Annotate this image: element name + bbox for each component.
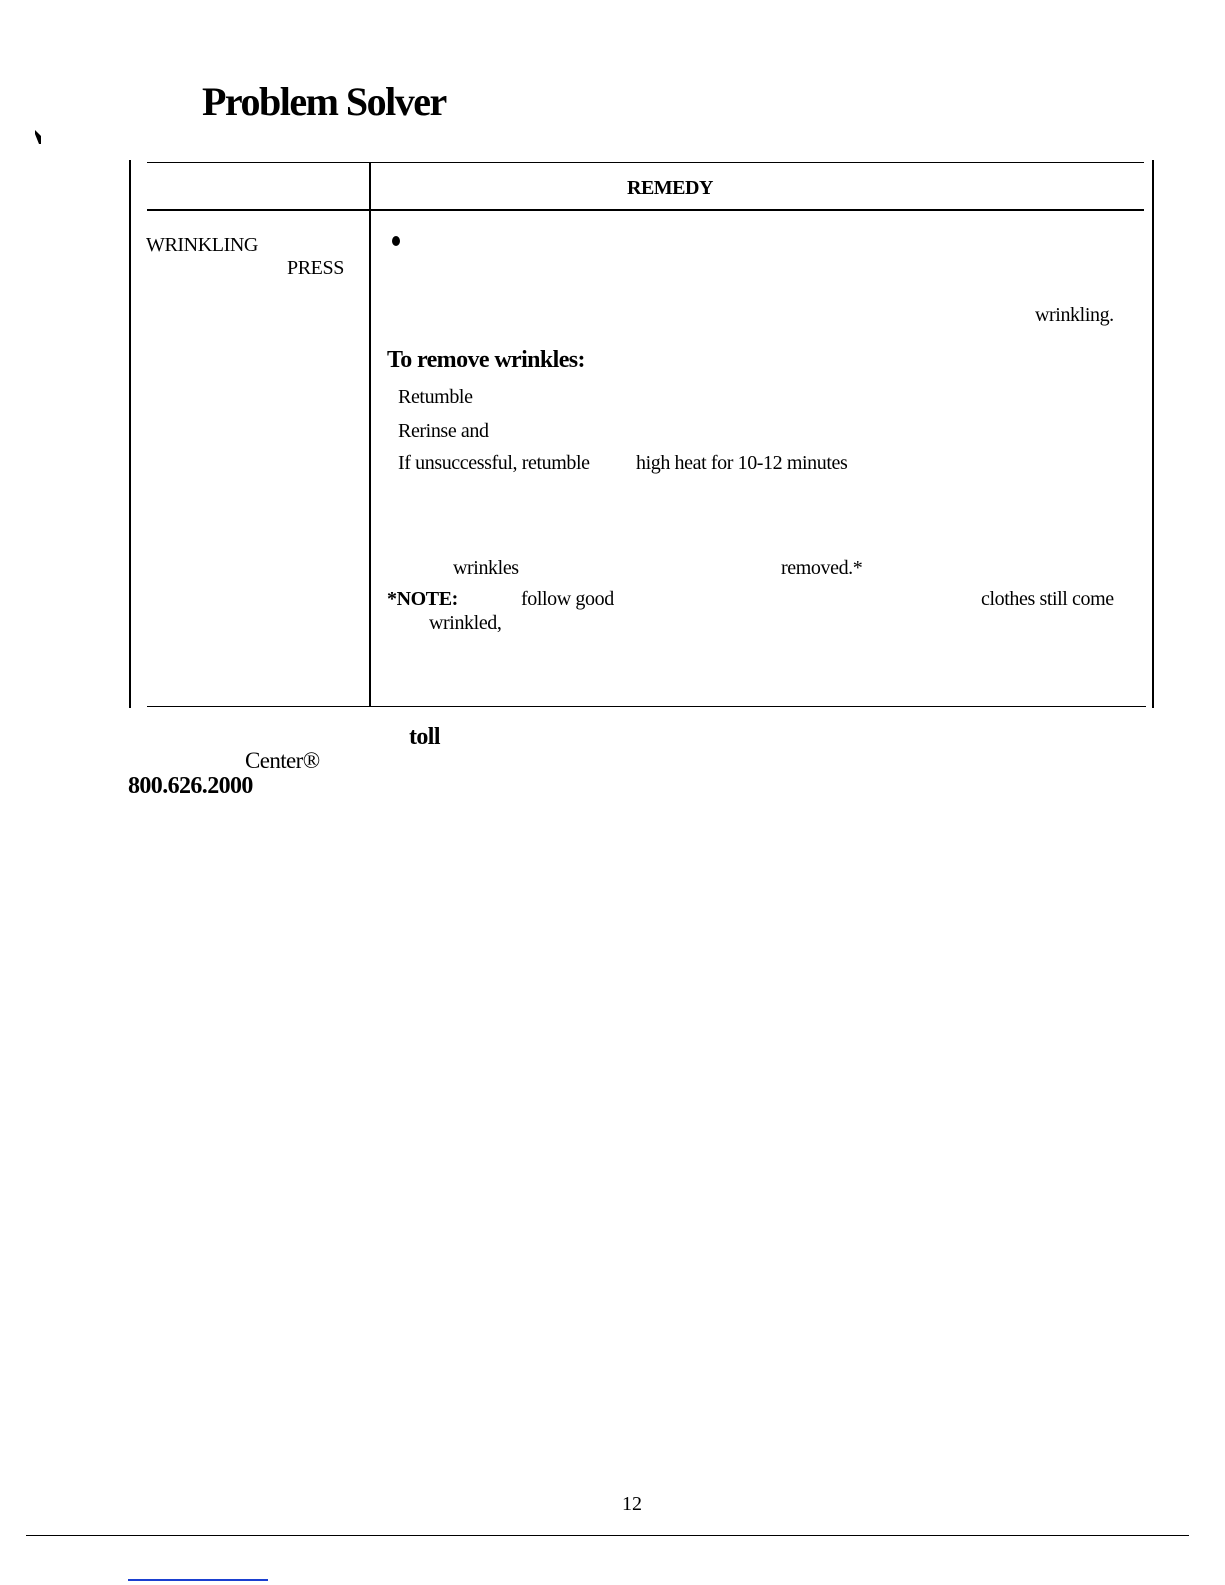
removed-word: removed.*	[781, 557, 863, 579]
problem-label-line2: PRESS	[287, 257, 344, 279]
note-wrinkled: wrinkled,	[429, 612, 502, 634]
page-number: 12	[622, 1493, 642, 1515]
footer-center-name: Center®	[245, 748, 320, 773]
footer-toll-word: toll	[409, 724, 440, 750]
table-column-divider	[369, 163, 371, 707]
footer-phone-number: 800.626.2000	[128, 773, 253, 799]
corner-mark-icon	[29, 124, 43, 146]
note-label: *NOTE:	[387, 588, 458, 610]
note-clothes-still-come: clothes still come	[981, 588, 1114, 610]
page-title: Problem Solver	[202, 79, 446, 124]
bottom-page-rule	[26, 1535, 1189, 1536]
bottom-blue-rule	[128, 1579, 268, 1581]
wrinkles-word: wrinkles	[453, 557, 519, 579]
table-top-rule	[147, 162, 1144, 163]
table-bottom-rule	[147, 706, 1146, 707]
table-right-border	[1152, 160, 1154, 708]
step-high-heat: high heat for 10-12 minutes	[636, 452, 848, 474]
remedy-wrinkling-word: wrinkling.	[1035, 304, 1114, 326]
step-rerinse: Rerinse and	[398, 420, 489, 442]
table-left-border	[129, 160, 131, 708]
step-unsuccessful: If unsuccessful, retumble	[398, 452, 590, 474]
remove-wrinkles-heading: To remove wrinkles:	[387, 347, 585, 373]
table-header-rule	[147, 209, 1144, 211]
note-follow-good: follow good	[521, 588, 614, 610]
step-retumble: Retumble	[398, 386, 473, 408]
problem-label-line1: WRINKLING	[146, 234, 258, 256]
bullet-icon	[392, 236, 400, 246]
remedy-header: REMEDY	[627, 177, 713, 199]
